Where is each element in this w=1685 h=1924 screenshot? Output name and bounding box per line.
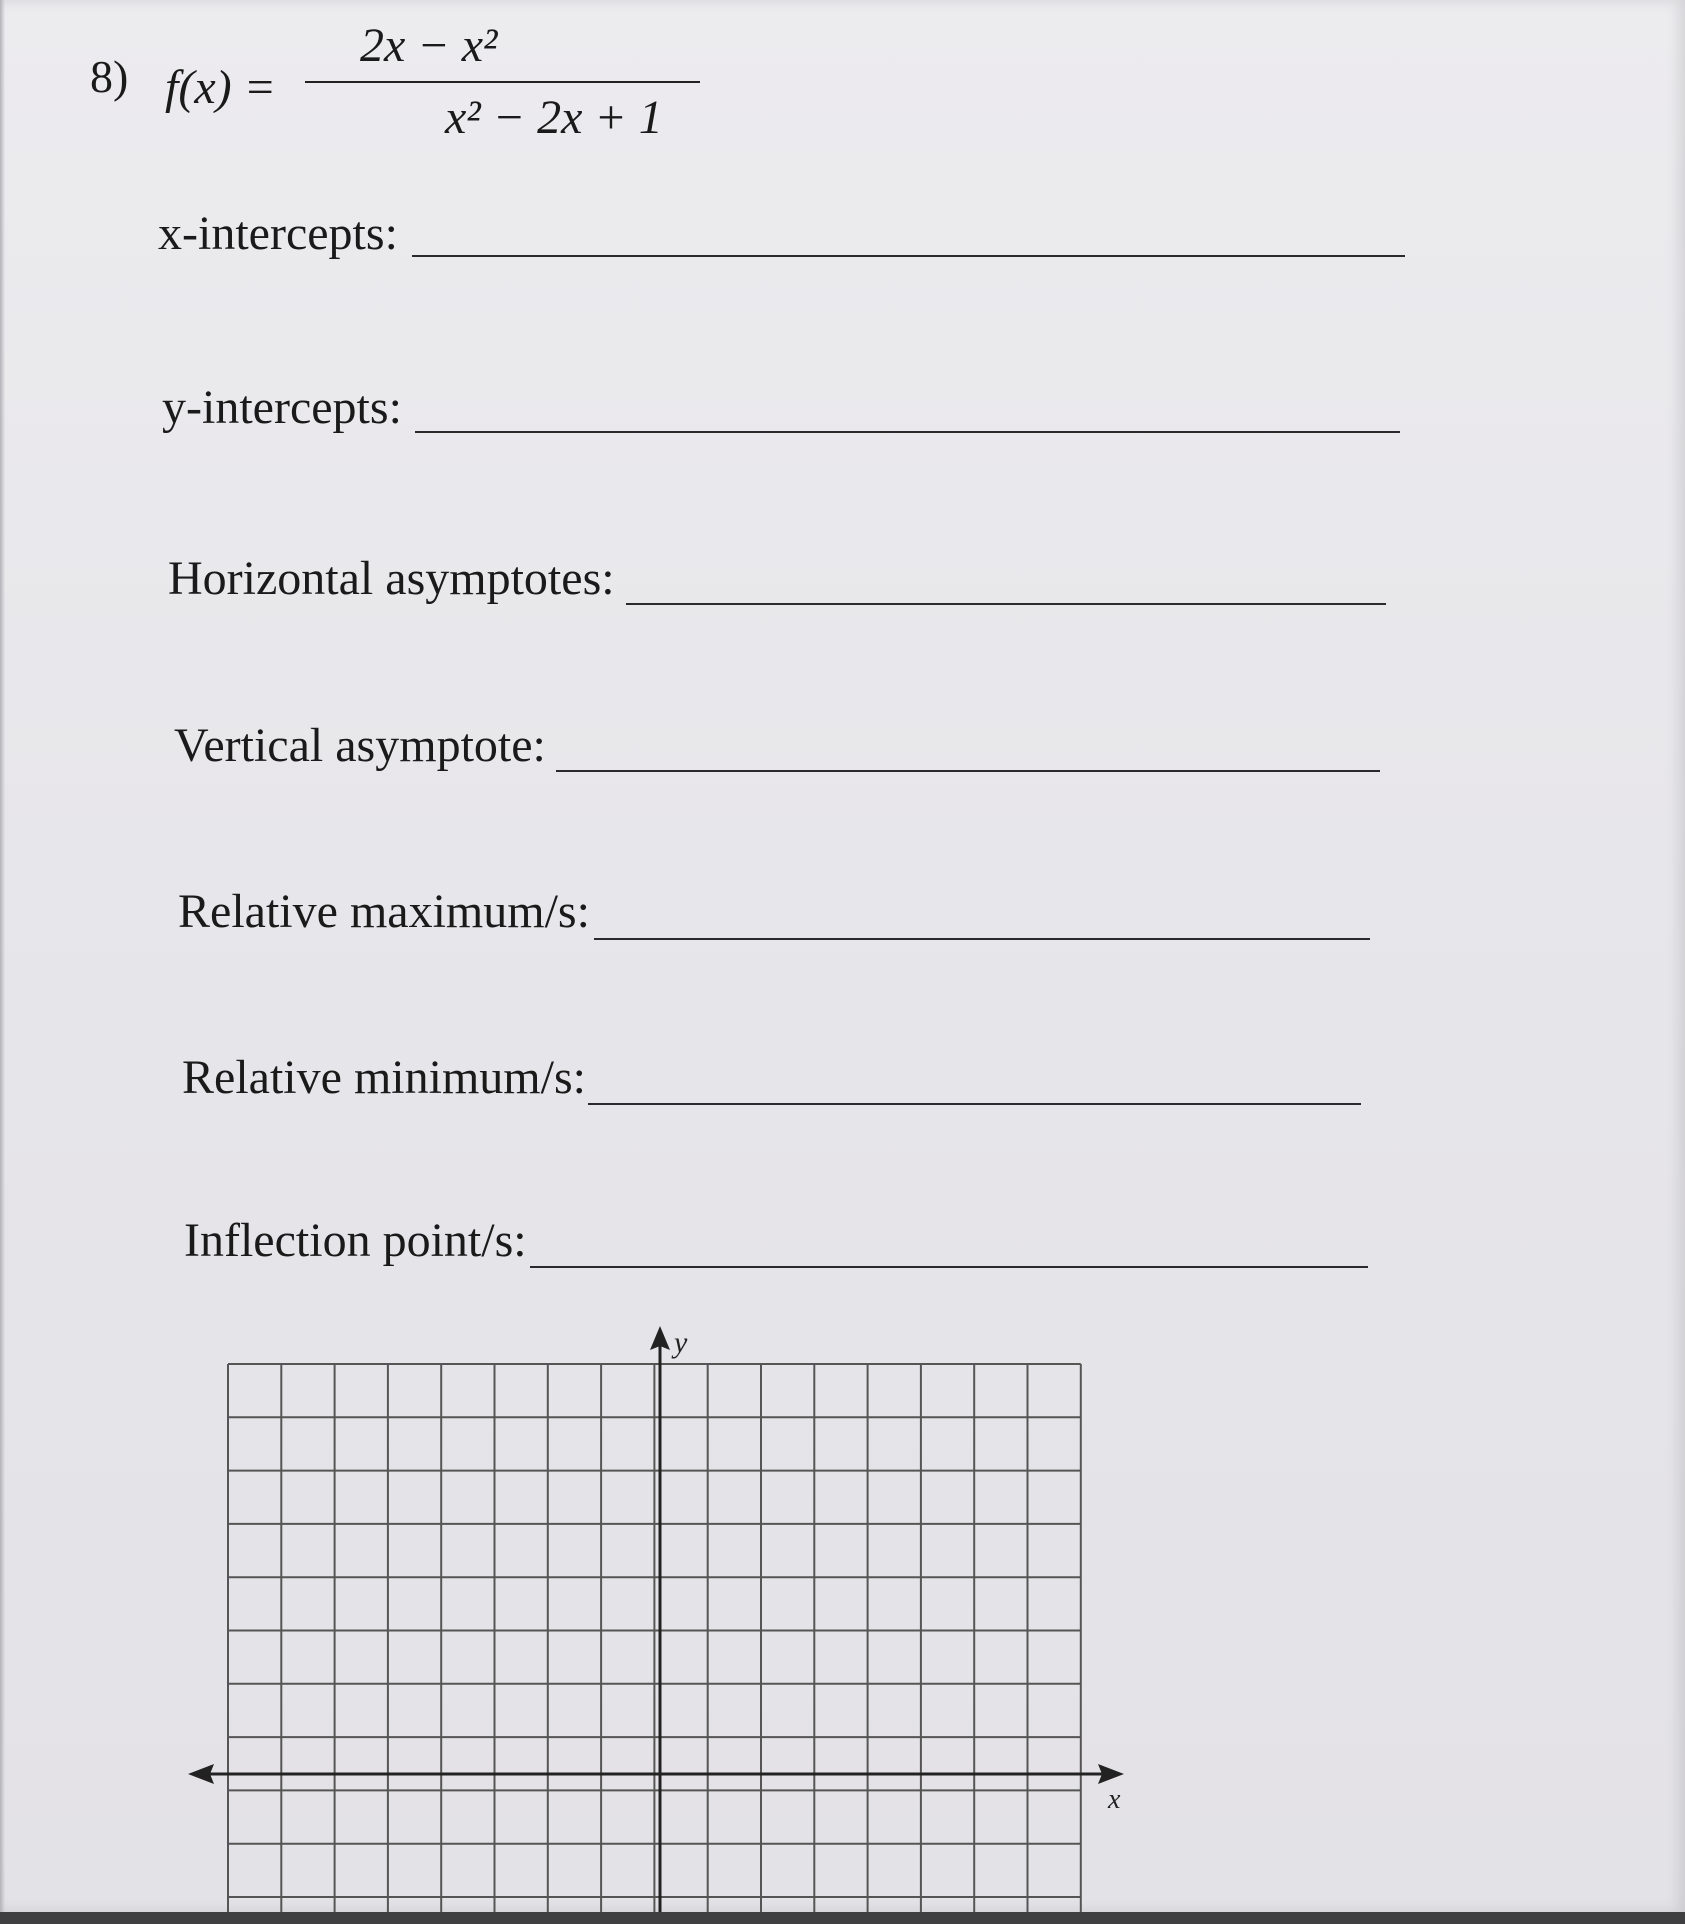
field-x-intercepts	[158, 206, 398, 261]
field-label: Inflection point/s:	[184, 1214, 527, 1267]
answer-line-vertical-asymptote[interactable]	[556, 770, 1380, 772]
field-y-intercepts	[162, 380, 402, 435]
y-axis-up-arrow-icon	[650, 1326, 670, 1350]
field-label: Horizontal asymptotes:	[168, 552, 615, 605]
answer-line-x-intercepts[interactable]	[412, 255, 1405, 257]
answer-line-inflection-points[interactable]	[530, 1266, 1368, 1268]
x-axis	[188, 1764, 1124, 1784]
question-number: 8)	[90, 51, 129, 102]
x-axis-left-arrow-icon	[188, 1764, 214, 1784]
answer-line-y-intercepts[interactable]	[415, 431, 1400, 433]
answer-line-relative-minimums[interactable]	[588, 1103, 1361, 1105]
function-numerator: 2x − x²	[360, 19, 498, 72]
field-label: Vertical asymptote:	[174, 719, 546, 772]
page-bottom-edge	[0, 1912, 1685, 1924]
x-axis-label: x	[1108, 1784, 1121, 1815]
field-label: Relative minimum/s:	[182, 1051, 586, 1104]
field-vertical-asymptote	[174, 718, 546, 773]
field-inflection-points	[184, 1213, 527, 1268]
function-lhs: f(x) =	[165, 61, 276, 114]
grid-lines	[228, 1364, 1081, 1912]
field-relative-minimums	[182, 1050, 586, 1105]
x-axis-right-arrow-icon	[1098, 1764, 1124, 1784]
field-label: y-intercepts:	[162, 381, 402, 434]
field-relative-maximums	[178, 884, 590, 939]
y-axis	[650, 1326, 670, 1912]
answer-line-horizontal-asymptotes[interactable]	[626, 603, 1386, 605]
field-label: x-intercepts:	[158, 207, 398, 260]
y-axis-label: y	[674, 1326, 688, 1359]
answer-line-relative-maximums[interactable]	[594, 938, 1370, 940]
field-horizontal-asymptotes	[168, 551, 615, 606]
fraction-bar	[305, 81, 700, 83]
field-label: Relative maximum/s:	[178, 885, 590, 938]
function-denominator: x² − 2x + 1	[445, 91, 663, 144]
